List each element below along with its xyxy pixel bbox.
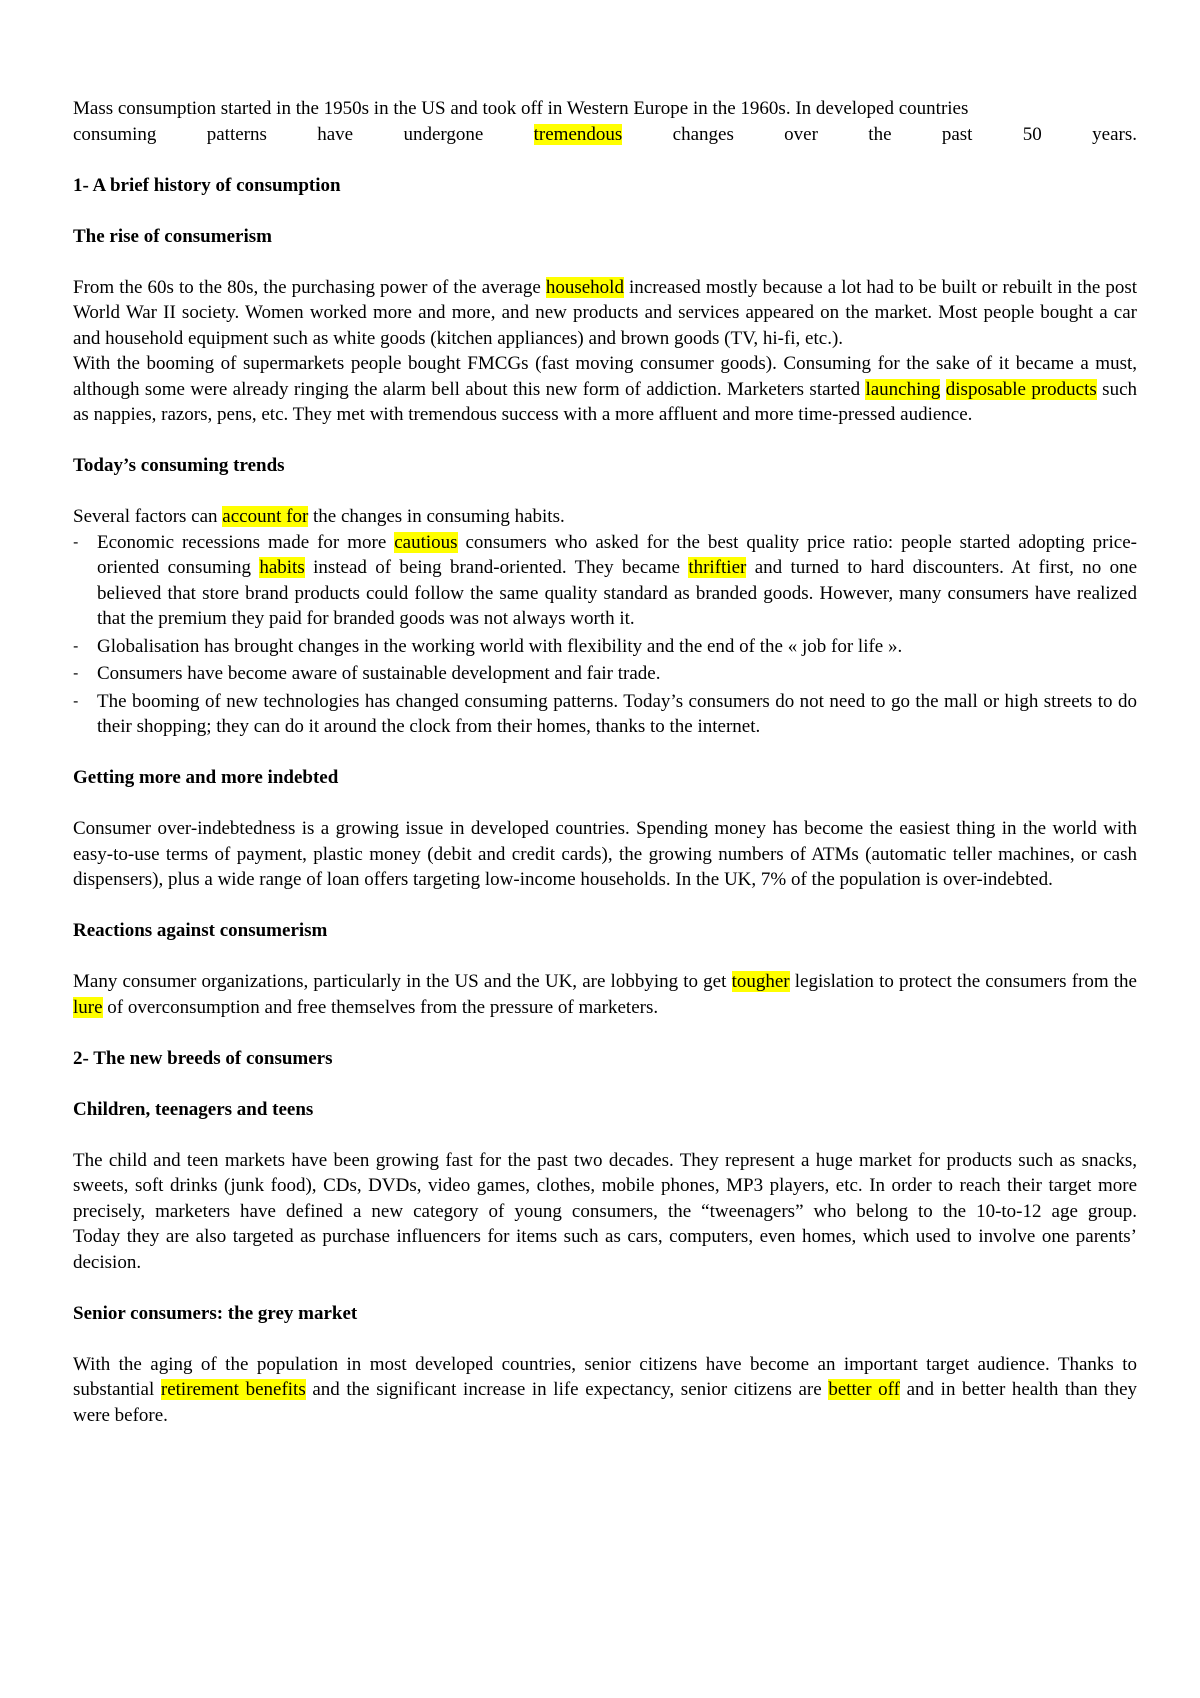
highlight-household: household xyxy=(545,276,624,298)
highlight-account-for: account for xyxy=(222,506,309,527)
highlight-tremendous: tremendous xyxy=(533,123,623,145)
list-item: - The booming of new technologies has changed consuming patterns. Today’s consumers do not need to go the mall or high streets to do their shopping; they can do it around the clock from their homes, thanks to the internet. xyxy=(73,690,1137,737)
highlight-habits: habits xyxy=(259,557,305,578)
paragraph-rise-2: With the booming of supermarkets people bought FMCGs (fast moving consumer goods). Consuming for the sake of it became a must, although some were already ringing the alarm bell about this new form of addiction. Marketers started launching disposable products such as nappies, razors, pens, etc. They met with tremendous success with a more affluent and more time-pressed audience. xyxy=(73,353,1137,425)
paragraph-rise-1: From the 60s to the 80s, the purchasing power of the average household increased mostly because a lot had to be built or rebuilt in the post World War II society. Women worked more and more, and new products and services appeared on the market. Most people bought a car and household equipment such as white goods (kitchen appliances) and brown goods (TV, hi-fi, etc.). xyxy=(73,276,1137,349)
heading-reactions: Reactions against consumerism xyxy=(73,920,328,941)
section-title-1: 1- A brief history of consumption xyxy=(73,174,341,196)
highlight-tougher: tougher xyxy=(731,971,790,992)
list-item: - Consumers have become aware of sustainable development and fair trade. xyxy=(73,661,1137,687)
dash-bullet-icon: - xyxy=(73,532,79,551)
heading-children: Children, teenagers and teens xyxy=(73,1098,314,1120)
paragraph-reactions: Many consumer organizations, particularly in the US and the UK, are lobbying to get tougher legislation to protect the consumers from the lure of overconsumption and free themselves from the pressure of marketers. xyxy=(73,971,1137,1018)
highlight-better-off: better off xyxy=(828,1379,900,1400)
highlight-thriftier: thriftier xyxy=(688,557,747,578)
highlight-lure: lure xyxy=(73,996,103,1018)
intro-line-1: Mass consumption started in the 1950s in the US and took off in Western Europe in the 1960s. In developed countries xyxy=(73,98,969,119)
list-item: - Globalisation has brought changes in the working world with flexibility and the end of the « job for life ». xyxy=(73,634,1137,660)
heading-todays-trends: Today’s consuming trends xyxy=(73,455,285,476)
paragraph-children-1: The child and teen markets have been growing fast for the past two decades. They represent a huge market for products such as snacks, sweets, soft drinks (junk food), CDs, DVDs, video games, clothes, mobile phones, MP3 players, etc. In order to reach their target more precisely, marketers have defined a new category of young consumers, the “tweenagers” who belong to the 10-to-12 age group. xyxy=(73,1149,1137,1222)
paragraph-senior: With the aging of the population in most developed countries, senior citizens have become an important target audience. Thanks to substantial retirement benefits and the significant increase in life expectancy, senior citizens are better off and in better health than they were before. xyxy=(73,1353,1138,1426)
paragraph-trends-lead: Several factors can account for the changes in consuming habits. xyxy=(73,506,565,527)
paragraph-indebted: Consumer over-indebtedness is a growing issue in developed countries. Spending money has become the easiest thing in the world with easy-to-use terms of payment, plastic money (debit and credit cards), the growing numbers of ATMs (automatic teller machines, or cash dispensers), plus a wide range of loan offers targeting low-income households. In the UK, 7% of the population is over-indebted. xyxy=(73,818,1137,890)
trends-bullet-list xyxy=(73,530,1137,740)
list-item: - Economic recessions made for more cautious consumers who asked for the best quality price ratio: people started adopting price-oriented consuming habits instead of being brand-oriented. They became thriftier and turned to hard discounters. At first, no one believed that store brand products could follow the same quality standard as branded goods. However, many consumers have realized that the premium they paid for branded goods was not always worth it. xyxy=(73,531,1138,629)
heading-senior: Senior consumers: the grey market xyxy=(73,1302,358,1324)
document-page xyxy=(73,96,1137,1428)
dash-bullet-icon: - xyxy=(73,691,79,710)
highlight-launching: launching xyxy=(865,378,941,400)
highlight-cautious: cautious xyxy=(394,531,458,553)
intro-paragraph xyxy=(73,96,1137,122)
intro-line-2: consuming patterns have undergone tremendous changes over the past 50 years. xyxy=(73,123,1137,145)
highlight-disposable-products: disposable products xyxy=(945,378,1097,400)
heading-indebted: Getting more and more indebted xyxy=(73,767,339,788)
highlight-retirement-benefits: retirement benefits xyxy=(160,1379,306,1400)
dash-bullet-icon: - xyxy=(73,636,79,655)
section-title-2: 2- The new breeds of consumers xyxy=(73,1047,333,1069)
dash-bullet-icon: - xyxy=(73,664,79,682)
paragraph-children-2: Today they are also targeted as purchase influencers for items such as cars, computers, even homes, which used to involve one parents’ decision. xyxy=(73,1226,1137,1273)
heading-rise-of-consumerism: The rise of consumerism xyxy=(73,225,272,247)
